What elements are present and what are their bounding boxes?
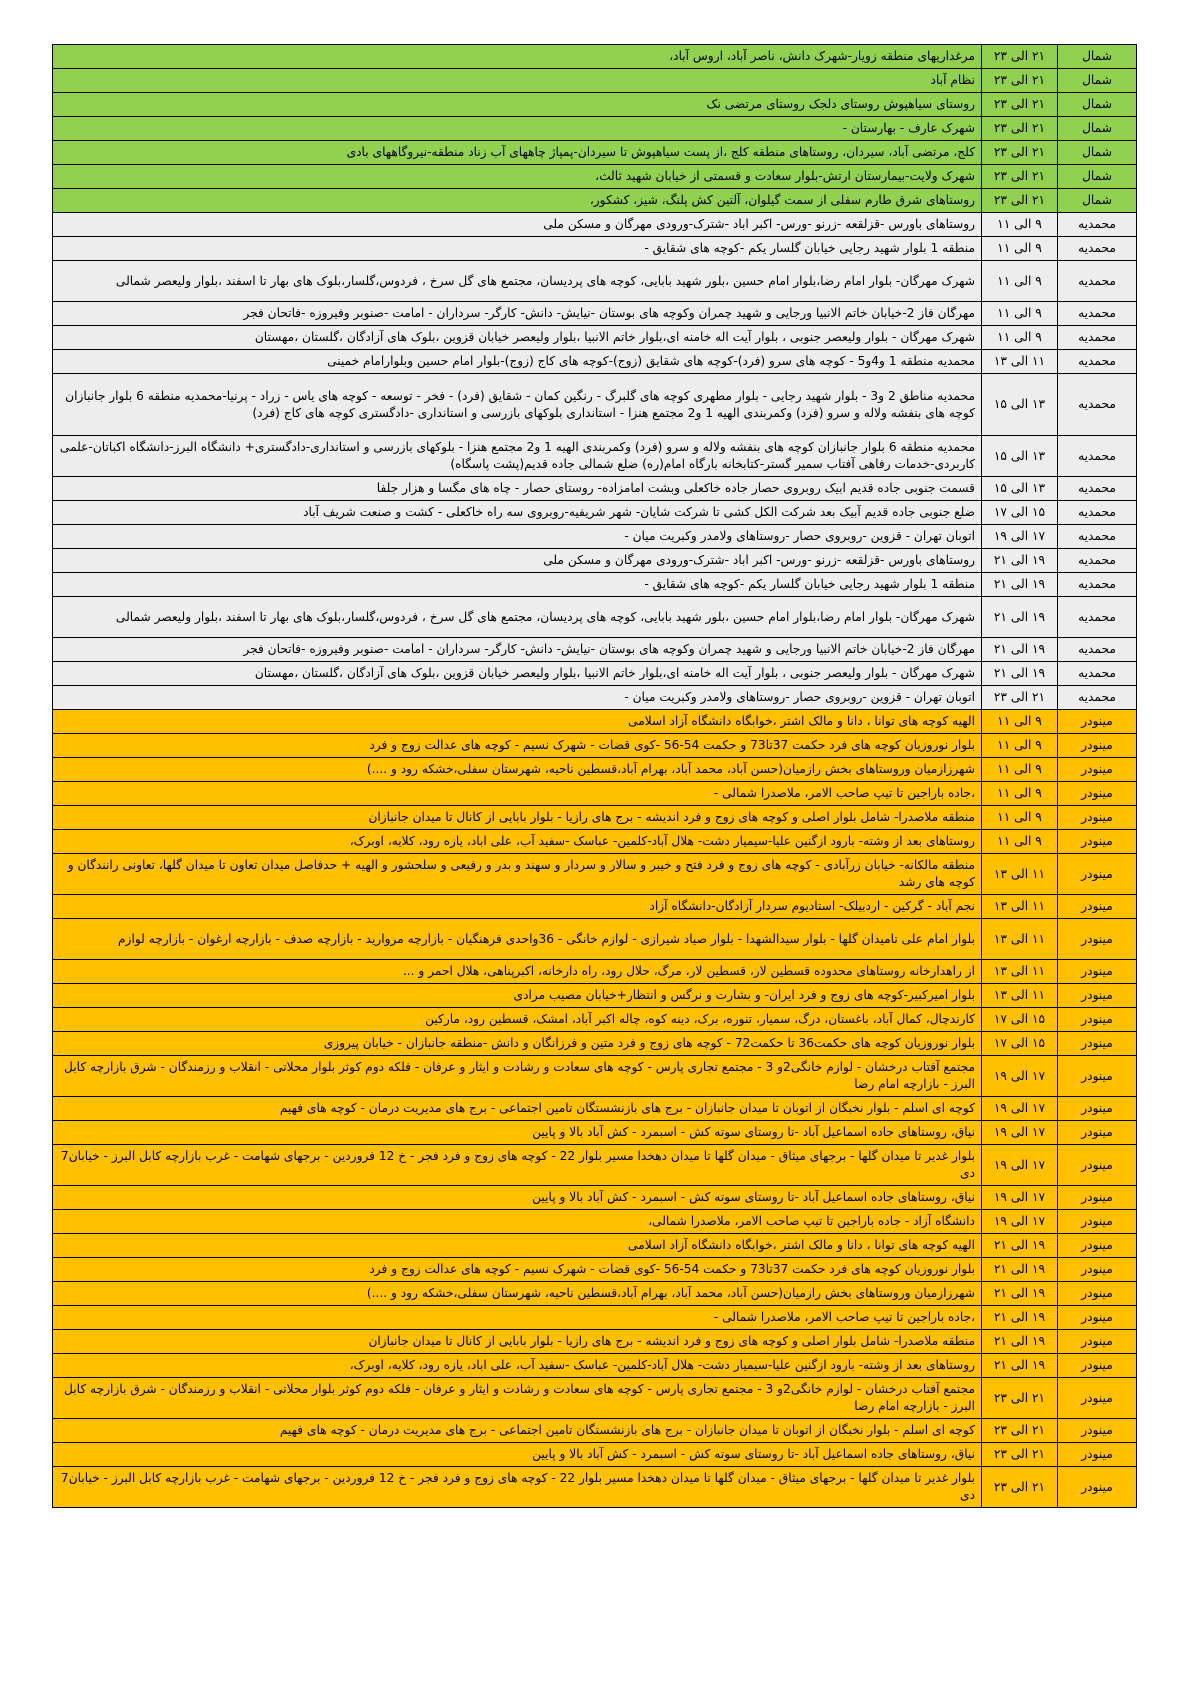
- schedule-row: [53, 1330, 1137, 1354]
- time-cell: ۱۷ الی ۱۹: [982, 1210, 1058, 1234]
- region-cell: شمال: [1058, 141, 1137, 165]
- time-cell: ۹ الی ۱۱: [982, 806, 1058, 830]
- region-cell: شمال: [1058, 189, 1137, 213]
- area-cell: نظام آباد: [53, 69, 982, 93]
- region-cell: مینودر: [1058, 1258, 1137, 1282]
- area-cell: شهرک مهرگان - بلوار ولیعصر جنوبی ، بلوار آیت اله خامنه ای،بلوار خاتم الانبیا ،بلوار ولیعصر خیابان قزوین ،بلوک های آزادگان ،گلستان ،مهستان: [53, 326, 982, 350]
- schedule-row: [53, 1186, 1137, 1210]
- schedule-row: [53, 854, 1137, 895]
- area-cell: مهرگان فاز 2-خیابان خاتم الانبیا ورجایی و شهید چمران وکوچه های بوستان -نیایش- دانش- کارگر- سرداران - امامت -صنوبر وفیروزه -فاتحان فجر: [53, 302, 982, 326]
- area-cell: مجتمع آفتاب درخشان - لوازم خانگی2و 3 - مجتمع تجاری پارس - کوچه های سعادت و رشادت و ایثار و عرفان - فلکه دوم کوثر بلوار محلاتی - انقلاب و رزمندگان - شرق بازارچه کابل البرز - بازارچه امام رضا: [53, 1056, 982, 1097]
- region-cell: مینودر: [1058, 1443, 1137, 1467]
- region-cell: محمدیه: [1058, 326, 1137, 350]
- area-cell: روستاهای شرق طارم سفلی از سمت گیلوان، آلتین کش پلنگ، شیز، کشکور،: [53, 189, 982, 213]
- area-cell: شهرک مهرگان- بلوار امام رضا،بلوار امام حسین ،بلور شهید بابایی، کوچه های پردیسان، مجتمع های گل سرخ ، فردوس،گلسار،بلوک های بهار تا اسفند ،بلوار ولیعصر شمالی: [53, 261, 982, 302]
- area-cell: منطقه ملاصدرا- شامل بلوار اصلی و کوچه های زوج و فرد اندیشه - برج های رازیا - بلوار بابایی از کانال تا میدان جانبازان: [53, 806, 982, 830]
- time-cell: ۹ الی ۱۱: [982, 782, 1058, 806]
- schedule-row: [53, 1467, 1137, 1508]
- area-cell: ،جاده باراجین تا تیپ صاحب الامر، ملاصدرا شمالی -: [53, 782, 982, 806]
- schedule-row: [53, 436, 1137, 477]
- region-cell: شمال: [1058, 93, 1137, 117]
- region-cell: محمدیه: [1058, 525, 1137, 549]
- area-cell: بلوار امام علی تامیدان گلها - بلوار سیدالشهدا - بلوار صیاد شیرازی - لوازم خانگی - 36واحدی فرهنگیان - بازارچه مروارید - بازارچه صدف - بازارچه ارغوان - بازارچه لوازم: [53, 919, 982, 960]
- schedule-row: [53, 734, 1137, 758]
- area-cell: اتوبان تهران - قزوین -روبروی حصار -روستاهای ولامدر وکبریت میان -: [53, 686, 982, 710]
- time-cell: ۱۹ الی ۲۱: [982, 1306, 1058, 1330]
- time-cell: ۱۹ الی ۲۱: [982, 1234, 1058, 1258]
- time-cell: ۱۹ الی ۲۱: [982, 1330, 1058, 1354]
- time-cell: ۲۱ الی ۲۳: [982, 1378, 1058, 1419]
- time-cell: ۱۱ الی ۱۳: [982, 984, 1058, 1008]
- outage-schedule-table: [52, 44, 1137, 1508]
- schedule-row: [53, 1032, 1137, 1056]
- outage-schedule-body: [53, 45, 1137, 1508]
- time-cell: ۱۱ الی ۱۳: [982, 919, 1058, 960]
- region-cell: محمدیه: [1058, 350, 1137, 374]
- time-cell: ۱۵ الی ۱۷: [982, 1032, 1058, 1056]
- time-cell: ۲۱ الی ۲۳: [982, 1467, 1058, 1508]
- time-cell: ۱۱ الی ۱۳: [982, 895, 1058, 919]
- area-cell: کوچه ای اسلم - بلوار نخبگان از اتوبان تا میدان جانبازان - برج های بازنشستگان تامین اجتماعی - برج های مدیریت درمان - کوچه های فهیم: [53, 1419, 982, 1443]
- area-cell: منطقه مالکانه- خیابان زرآبادی - کوچه های زوج و فرد فتح و خیبر و سالار و سردار و سهند و بدر و رفیعی و سلحشور و الهیه + حدفاصل میدان تعاون تا میدان گلها، تعاونی رانندگان و کوچه های رشد: [53, 854, 982, 895]
- area-cell: محمدیه مناطق 2 و3 - بلوار شهید رجایی - بلوار مطهری کوچه های گلبرگ - رنگین کمان - شقایق (فرد) - فخر - توسعه - کوچه های یاس - زراد - پرنیا-محمدیه منطقه 6 بلوار جانبازان کوچه های بنفشه ولاله و سرو (فرد) وکمربندی الهیه 1 و2 مجتمع هنزا - استانداری بلوکهای بازرسی و استانداری -دادگستری کوچه های کاج (فرد): [53, 374, 982, 436]
- area-cell: قسمت جنوبی جاده قدیم ابیک روبروی حصار جاده خاکعلی وبشت امامزاده- روستای حصار - چاه های مگسا و هزار جلفا: [53, 477, 982, 501]
- schedule-row: [53, 758, 1137, 782]
- area-cell: از راهدارخانه روستاهای محدوده قسطین لار، قسطین لار، مرگ، حلال رود، راه دارخانه، اکبرپناهی، هلال احمر و ...: [53, 960, 982, 984]
- time-cell: ۱۷ الی ۱۹: [982, 525, 1058, 549]
- schedule-row: [53, 477, 1137, 501]
- region-cell: محمدیه: [1058, 573, 1137, 597]
- schedule-row: [53, 895, 1137, 919]
- area-cell: روستاهای باورس -قزلقعه -زرنو -ورس- اکبر اباد -شترک-ورودی مهرگان و مسکن ملی: [53, 213, 982, 237]
- time-cell: ۱۵ الی ۱۷: [982, 501, 1058, 525]
- time-cell: ۲۱ الی ۲۳: [982, 165, 1058, 189]
- schedule-row: [53, 374, 1137, 436]
- schedule-row: [53, 1210, 1137, 1234]
- schedule-row: [53, 93, 1137, 117]
- time-cell: ۱۹ الی ۲۱: [982, 573, 1058, 597]
- region-cell: محمدیه: [1058, 237, 1137, 261]
- region-cell: محمدیه: [1058, 662, 1137, 686]
- region-cell: محمدیه: [1058, 374, 1137, 436]
- region-cell: محمدیه: [1058, 302, 1137, 326]
- area-cell: مجتمع آفتاب درخشان - لوازم خانگی2و 3 - مجتمع تجاری پارس - کوچه های سعادت و رشادت و ایثار و عرفان - فلکه دوم کوثر بلوار محلاتی - انقلاب و رزمندگان - شرق بازارچه کابل البرز - بازارچه امام رضا: [53, 1378, 982, 1419]
- time-cell: ۲۱ الی ۲۳: [982, 1419, 1058, 1443]
- area-cell: بلوار نوروزیان کوچه های فرد حکمت 37تا73 و حکمت 54-56 -کوی قضات - شهرک نسیم - کوچه های عدالت زوج و فرد: [53, 734, 982, 758]
- region-cell: مینودر: [1058, 782, 1137, 806]
- area-cell: بلوار نوروزیان کوچه های فرد حکمت 37تا73 و حکمت 54-56 -کوی قضات - شهرک نسیم - کوچه های عدالت زوج و فرد: [53, 1258, 982, 1282]
- schedule-row: [53, 1354, 1137, 1378]
- time-cell: ۱۷ الی ۱۹: [982, 1097, 1058, 1121]
- time-cell: ۹ الی ۱۱: [982, 734, 1058, 758]
- time-cell: ۲۱ الی ۲۳: [982, 117, 1058, 141]
- time-cell: ۹ الی ۱۱: [982, 261, 1058, 302]
- region-cell: محمدیه: [1058, 213, 1137, 237]
- area-cell: کوچه ای اسلم - بلوار نخبگان از اتوبان تا میدان جانبازان - برج های بازنشستگان تامین اجتماعی - برج های مدیریت درمان - کوچه های فهیم: [53, 1097, 982, 1121]
- region-cell: مینودر: [1058, 1097, 1137, 1121]
- schedule-row: [53, 237, 1137, 261]
- time-cell: ۹ الی ۱۱: [982, 710, 1058, 734]
- time-cell: ۱۹ الی ۲۱: [982, 1354, 1058, 1378]
- area-cell: ،جاده باراجین تا تیپ صاحب الامر، ملاصدرا شمالی -: [53, 1306, 982, 1330]
- region-cell: مینودر: [1058, 1032, 1137, 1056]
- time-cell: ۲۱ الی ۲۳: [982, 93, 1058, 117]
- schedule-row: [53, 1443, 1137, 1467]
- area-cell: روستاهای بعد از وشته- بارود ازگنین علیا-سیمیار دشت- هلال آباد-کلمین- عباسک -سفید آب، علی اباد، یازه رود، کلایه، اوبرک،: [53, 1354, 982, 1378]
- region-cell: مینودر: [1058, 895, 1137, 919]
- time-cell: ۱۷ الی ۱۹: [982, 1056, 1058, 1097]
- time-cell: ۱۳ الی ۱۵: [982, 477, 1058, 501]
- schedule-row: [53, 326, 1137, 350]
- time-cell: ۱۹ الی ۲۱: [982, 662, 1058, 686]
- area-cell: اتوبان تهران - قزوین -روبروی حصار -روستاهای ولامدر وکبریت میان -: [53, 525, 982, 549]
- area-cell: مهرگان فاز 2-خیابان خاتم الانبیا ورجایی و شهید چمران وکوچه های بوستان -نیایش- دانش- کارگر- سرداران - امامت -صنوبر وفیروزه -فاتحان فجر: [53, 638, 982, 662]
- area-cell: شهرک عارف - بهارستان -: [53, 117, 982, 141]
- area-cell: شهرک ولایت-بیمارستان ارتش-بلوار سعادت و قسمتی از خیابان شهید ثالث،: [53, 165, 982, 189]
- schedule-row: [53, 1145, 1137, 1186]
- area-cell: روستاهای باورس -قزلقعه -زرنو -ورس- اکبر اباد -شترک-ورودی مهرگان و مسکن ملی: [53, 549, 982, 573]
- time-cell: ۱۹ الی ۲۱: [982, 1282, 1058, 1306]
- area-cell: منطقه 1 بلوار شهید رجایی خیابان گلسار یکم -کوچه های شقایق -: [53, 237, 982, 261]
- region-cell: مینودر: [1058, 1186, 1137, 1210]
- area-cell: دانشگاه آزاد - جاده باراجین تا تیپ صاحب الامر، ملاصدرا شمالی،: [53, 1210, 982, 1234]
- schedule-row: [53, 573, 1137, 597]
- region-cell: مینودر: [1058, 1008, 1137, 1032]
- area-cell: شهرزازمیان وروستاهای بخش رازمیان(حسن آباد، محمد آباد، بهرام آباد،قسطین ناحیه، شهرستان سفلی،خشکه رود و ....): [53, 1282, 982, 1306]
- area-cell: بلوار نوروزیان کوچه های حکمت36 تا حکمت72 - کوچه های زوج و فرد متین و فرزانگان و دانش -منطقه جانبازان - خیابان پیروزی: [53, 1032, 982, 1056]
- region-cell: محمدیه: [1058, 261, 1137, 302]
- schedule-row: [53, 919, 1137, 960]
- region-cell: مینودر: [1058, 984, 1137, 1008]
- region-cell: محمدیه: [1058, 501, 1137, 525]
- area-cell: محمدیه منطقه 6 بلوار جانبازان کوچه های بنفشه ولاله و سرو (فرد) وکمربندی الهیه 1 و2 مجتمع هنزا - بلوکهای بازرسی و استانداری-دادگستری+ دانشگاه البرز-دانشگاه اکباتان-علمی کاربردی-خدمات رفاهی آفتاب سمیر گستر-کتابخانه بارگاه امام(ره) ضلع شمالی جاده قدیم(پشت پاسگاه): [53, 436, 982, 477]
- schedule-row: [53, 662, 1137, 686]
- schedule-row: [53, 213, 1137, 237]
- region-cell: مینودر: [1058, 960, 1137, 984]
- area-cell: شهرک مهرگان - بلوار ولیعصر جنوبی ، بلوار آیت اله خامنه ای،بلوار خاتم الانبیا ،بلوار ولیعصر خیابان قزوین ،بلوک های آزادگان ،گلستان ،مهستان: [53, 662, 982, 686]
- area-cell: الهیه کوچه های توانا ، دانا و مالک اشتر ،خوابگاه دانشگاه آزاد اسلامی: [53, 1234, 982, 1258]
- time-cell: ۱۹ الی ۲۱: [982, 1258, 1058, 1282]
- schedule-row: [53, 69, 1137, 93]
- region-cell: محمدیه: [1058, 549, 1137, 573]
- schedule-row: [53, 549, 1137, 573]
- time-cell: ۱۹ الی ۲۱: [982, 638, 1058, 662]
- schedule-row: [53, 960, 1137, 984]
- schedule-row: [53, 830, 1137, 854]
- area-cell: روستای سیاهپوش روستای دلجک روستای مرتضی نک: [53, 93, 982, 117]
- schedule-row: [53, 1282, 1137, 1306]
- region-cell: مینودر: [1058, 1210, 1137, 1234]
- schedule-row: [53, 189, 1137, 213]
- region-cell: مینودر: [1058, 1056, 1137, 1097]
- schedule-row: [53, 806, 1137, 830]
- region-cell: مینودر: [1058, 710, 1137, 734]
- time-cell: ۹ الی ۱۱: [982, 326, 1058, 350]
- region-cell: مینودر: [1058, 1121, 1137, 1145]
- region-cell: محمدیه: [1058, 686, 1137, 710]
- area-cell: منطقه 1 بلوار شهید رجایی خیابان گلسار یکم -کوچه های شقایق -: [53, 573, 982, 597]
- region-cell: مینودر: [1058, 830, 1137, 854]
- region-cell: مینودر: [1058, 1234, 1137, 1258]
- schedule-row: [53, 525, 1137, 549]
- time-cell: ۲۱ الی ۲۳: [982, 189, 1058, 213]
- time-cell: ۱۵ الی ۱۷: [982, 1008, 1058, 1032]
- area-cell: نیاق، روستاهای جاده اسماعیل آباد -تا روستای سوته کش - اسبمرد - کش آباد بالا و پایین: [53, 1186, 982, 1210]
- region-cell: مینودر: [1058, 1354, 1137, 1378]
- region-cell: شمال: [1058, 165, 1137, 189]
- time-cell: ۹ الی ۱۱: [982, 237, 1058, 261]
- schedule-row: [53, 350, 1137, 374]
- time-cell: ۱۷ الی ۱۹: [982, 1186, 1058, 1210]
- schedule-row: [53, 117, 1137, 141]
- area-cell: ضلع جنوبی جاده قدیم آبیک بعد شرکت الکل کشی تا شرکت شایان- شهر شریفیه-روبروی سه راه خاکعلی - کشت و صنعت شریف آباد: [53, 501, 982, 525]
- schedule-row: [53, 686, 1137, 710]
- time-cell: ۲۱ الی ۲۳: [982, 45, 1058, 69]
- schedule-row: [53, 1234, 1137, 1258]
- time-cell: ۱۹ الی ۲۱: [982, 549, 1058, 573]
- area-cell: کارندچال، کمال آباد، باغستان، درگ، سمیار، تنوره، برک، دینه کوه، چاله اکبر آباد، امشک، قسطین رود، مارکین: [53, 1008, 982, 1032]
- region-cell: مینودر: [1058, 854, 1137, 895]
- area-cell: نجم آباد - گرکین - اردبیلک- استادیوم سردار آزادگان-دانشگاه آزاد: [53, 895, 982, 919]
- schedule-row: [53, 1121, 1137, 1145]
- region-cell: مینودر: [1058, 734, 1137, 758]
- time-cell: ۱۳ الی ۱۵: [982, 374, 1058, 436]
- schedule-row: [53, 1056, 1137, 1097]
- region-cell: شمال: [1058, 69, 1137, 93]
- time-cell: ۱۷ الی ۱۹: [982, 1121, 1058, 1145]
- schedule-row: [53, 1419, 1137, 1443]
- region-cell: شمال: [1058, 45, 1137, 69]
- area-cell: روستاهای بعد از وشته- بارود ازگنین علیا-سیمیار دشت- هلال آباد-کلمین- عباسک -سفید آب، علی اباد، یازه رود، کلایه، اوبرک،: [53, 830, 982, 854]
- area-cell: شهرک مهرگان- بلوار امام رضا،بلوار امام حسین ،بلور شهید بابایی، کوچه های پردیسان، مجتمع های گل سرخ ، فردوس،گلسار،بلوک های بهار تا اسفند ،بلوار ولیعصر شمالی: [53, 597, 982, 638]
- schedule-row: [53, 302, 1137, 326]
- time-cell: ۹ الی ۱۱: [982, 830, 1058, 854]
- time-cell: ۱۷ الی ۱۹: [982, 1145, 1058, 1186]
- schedule-row: [53, 1258, 1137, 1282]
- time-cell: ۱۳ الی ۱۵: [982, 436, 1058, 477]
- time-cell: ۹ الی ۱۱: [982, 213, 1058, 237]
- area-cell: شهرزازمیان وروستاهای بخش رازمیان(حسن آباد، محمد آباد، بهرام آباد،قسطین ناحیه، شهرستان سفلی،خشکه رود و ....): [53, 758, 982, 782]
- region-cell: محمدیه: [1058, 477, 1137, 501]
- schedule-row: [53, 597, 1137, 638]
- region-cell: مینودر: [1058, 1306, 1137, 1330]
- schedule-row: [53, 45, 1137, 69]
- schedule-row: [53, 1306, 1137, 1330]
- region-cell: مینودر: [1058, 1467, 1137, 1508]
- region-cell: مینودر: [1058, 919, 1137, 960]
- schedule-row: [53, 782, 1137, 806]
- region-cell: محمدیه: [1058, 597, 1137, 638]
- schedule-row: [53, 1097, 1137, 1121]
- region-cell: مینودر: [1058, 758, 1137, 782]
- area-cell: مرغداریهای منطقه زویار-شهرک دانش، ناصر آباد، اروس آباد،: [53, 45, 982, 69]
- time-cell: ۹ الی ۱۱: [982, 758, 1058, 782]
- time-cell: ۲۱ الی ۲۳: [982, 141, 1058, 165]
- schedule-row: [53, 984, 1137, 1008]
- area-cell: بلوار امیرکبیر-کوچه های زوج و فرد ایران- و بشارت و نرگس و انتظار+خیابان مصیب مرادی: [53, 984, 982, 1008]
- area-cell: نیاق، روستاهای جاده اسماعیل آباد -تا روستای سوته کش - اسبمرد - کش آباد بالا و پایین: [53, 1443, 982, 1467]
- region-cell: مینودر: [1058, 1145, 1137, 1186]
- region-cell: محمدیه: [1058, 436, 1137, 477]
- schedule-row: [53, 165, 1137, 189]
- area-cell: کلج، مرتضی آباد، سیردان، روستاهای منطقه کلج ،از پست سیاهپوش تا سیردان-پمپاژ چاههای آب زناد منطقه-نیروگاههای بادی: [53, 141, 982, 165]
- region-cell: مینودر: [1058, 1419, 1137, 1443]
- area-cell: نیاق، روستاهای جاده اسماعیل آباد -تا روستای سوته کش - اسبمرد - کش آباد بالا و پایین: [53, 1121, 982, 1145]
- time-cell: ۱۱ الی ۱۳: [982, 960, 1058, 984]
- region-cell: مینودر: [1058, 1282, 1137, 1306]
- time-cell: ۱۱ الی ۱۳: [982, 854, 1058, 895]
- area-cell: منطقه ملاصدرا- شامل بلوار اصلی و کوچه های زوج و فرد اندیشه - برج های رازیا - بلوار بابایی از کانال تا میدان جانبازان: [53, 1330, 982, 1354]
- time-cell: ۱۹ الی ۲۱: [982, 597, 1058, 638]
- time-cell: ۹ الی ۱۱: [982, 302, 1058, 326]
- schedule-row: [53, 501, 1137, 525]
- region-cell: شمال: [1058, 117, 1137, 141]
- area-cell: محمدیه منطقه 1 و4و5 - کوچه های سرو (فرد)-کوچه های شقایق (زوج)-کوچه های کاج (زوج)-بلوار امام حسین وبلوارامام خمینی: [53, 350, 982, 374]
- region-cell: مینودر: [1058, 806, 1137, 830]
- time-cell: ۲۱ الی ۲۳: [982, 1443, 1058, 1467]
- region-cell: مینودر: [1058, 1378, 1137, 1419]
- time-cell: ۱۱ الی ۱۳: [982, 350, 1058, 374]
- area-cell: بلوار غدیر تا میدان گلها - برجهای میثاق - میدان گلها تا میدان دهخدا مسیر بلوار 22 - کوچه های زوج و فرد فجر - خ 12 فروردین - برجهای شهامت - غرب بازارچه کابل البرز - خیابان7 دی: [53, 1467, 982, 1508]
- region-cell: محمدیه: [1058, 638, 1137, 662]
- area-cell: بلوار غدیر تا میدان گلها - برجهای میثاق - میدان گلها تا میدان دهخدا مسیر بلوار 22 - کوچه های زوج و فرد فجر - خ 12 فروردین - برجهای شهامت - غرب بازارچه کابل البرز - خیابان7 دی: [53, 1145, 982, 1186]
- schedule-row: [53, 261, 1137, 302]
- area-cell: الهیه کوچه های توانا ، دانا و مالک اشتر ،خوابگاه دانشگاه آزاد اسلامی: [53, 710, 982, 734]
- region-cell: مینودر: [1058, 1330, 1137, 1354]
- schedule-row: [53, 710, 1137, 734]
- time-cell: ۲۱ الی ۲۳: [982, 69, 1058, 93]
- schedule-row: [53, 1008, 1137, 1032]
- schedule-row: [53, 638, 1137, 662]
- schedule-row: [53, 141, 1137, 165]
- time-cell: ۲۱ الی ۲۳: [982, 686, 1058, 710]
- schedule-row: [53, 1378, 1137, 1419]
